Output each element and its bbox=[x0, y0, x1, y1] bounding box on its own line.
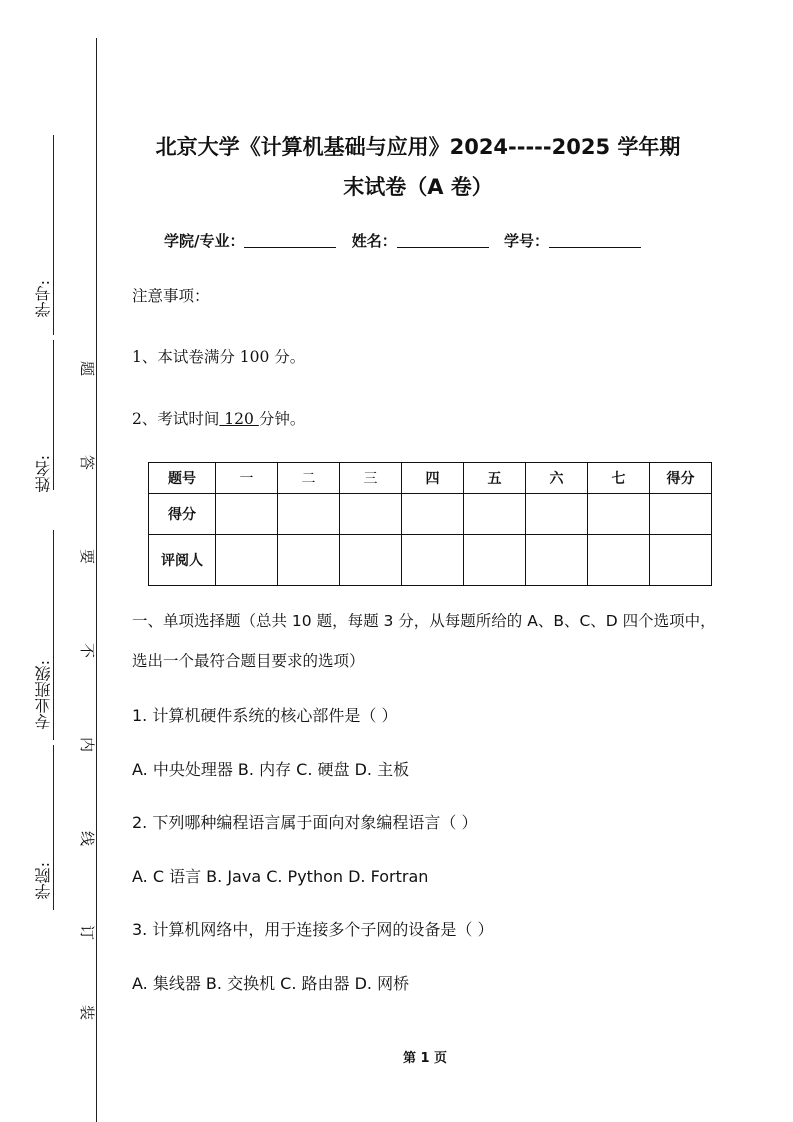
section-1-heading: 一、单项选择题（总共 10 题，每题 3 分，从每题所给的 A、B、C、D 四个选项中，选出一个最符合题目要求的选项） bbox=[132, 612, 716, 670]
score-table-row bbox=[149, 494, 712, 535]
seal-char: 装 bbox=[80, 1003, 95, 1021]
name-blank[interactable] bbox=[397, 233, 489, 248]
score-table-header-cell: 题号 bbox=[149, 463, 216, 494]
score-table-header-cell: 三 bbox=[340, 463, 402, 494]
reviewer-cell[interactable] bbox=[526, 535, 588, 586]
score-table-row-label: 评阅人 bbox=[149, 535, 216, 586]
reviewer-cell[interactable] bbox=[464, 535, 526, 586]
score-cell[interactable] bbox=[402, 494, 464, 535]
question-2-stem: 2. 下列哪种编程语言属于面向对象编程语言（ ） bbox=[132, 813, 478, 832]
seal-char: 内 bbox=[80, 735, 95, 753]
reviewer-cell[interactable] bbox=[650, 535, 712, 586]
page-number: 第 1 页 bbox=[402, 1051, 448, 1066]
score-table-header-cell: 五 bbox=[464, 463, 526, 494]
reviewer-cell[interactable] bbox=[216, 535, 278, 586]
binding-class-blank bbox=[53, 530, 54, 740]
binding-student-id-label: 学号: bbox=[34, 280, 53, 318]
name-label: 姓名： bbox=[351, 232, 397, 250]
score-cell[interactable] bbox=[216, 494, 278, 535]
score-table-header-cell: 六 bbox=[526, 463, 588, 494]
binding-student-id-blank bbox=[53, 135, 54, 335]
id-label: 学号： bbox=[503, 232, 549, 250]
score-table-header-cell: 四 bbox=[402, 463, 464, 494]
score-cell[interactable] bbox=[588, 494, 650, 535]
score-table-header-cell: 一 bbox=[216, 463, 278, 494]
seal-char: 线 bbox=[80, 829, 95, 847]
notes-item-2-suffix: 分钟。 bbox=[258, 410, 306, 428]
score-table-header-cell: 二 bbox=[278, 463, 340, 494]
seal-char: 不 bbox=[80, 641, 95, 659]
seal-char: 答 bbox=[80, 453, 95, 471]
reviewer-cell[interactable] bbox=[402, 535, 464, 586]
notes-item-1: 1、本试卷满分 100 分。 bbox=[132, 348, 306, 366]
binding-name-blank bbox=[53, 340, 54, 490]
question-2-options: A. C 语言 B. Java C. Python D. Fortran bbox=[132, 867, 429, 886]
score-cell[interactable] bbox=[340, 494, 402, 535]
binding-class-label: 专业班级: bbox=[34, 660, 53, 730]
score-cell[interactable] bbox=[278, 494, 340, 535]
score-table-row bbox=[149, 535, 712, 586]
binding-margin-line bbox=[96, 38, 97, 1122]
score-cell[interactable] bbox=[650, 494, 712, 535]
question-1-options: A. 中央处理器 B. 内存 C. 硬盘 D. 主板 bbox=[132, 760, 410, 779]
binding-name-label: 姓名: bbox=[34, 455, 53, 493]
seal-char: 订 bbox=[80, 923, 95, 941]
seal-char: 要 bbox=[80, 547, 95, 565]
notes-item-2-prefix: 2、考试时间 bbox=[132, 410, 220, 428]
binding-college-blank bbox=[53, 745, 54, 910]
question-3-stem: 3. 计算机网络中，用于连接多个子网的设备是（ ） bbox=[132, 920, 494, 939]
score-table-header-cell: 得分 bbox=[650, 463, 712, 494]
score-cell[interactable] bbox=[526, 494, 588, 535]
id-blank[interactable] bbox=[549, 233, 641, 248]
exam-title-line1: 北京大学《计算机基础与应用》2024-----2025 学年期 bbox=[155, 135, 681, 159]
score-cell[interactable] bbox=[464, 494, 526, 535]
score-table bbox=[148, 462, 712, 586]
reviewer-cell[interactable] bbox=[278, 535, 340, 586]
exam-duration-value: 120 bbox=[219, 410, 259, 428]
question-1-stem: 1. 计算机硬件系统的核心部件是（ ） bbox=[132, 706, 398, 725]
college-major-blank[interactable] bbox=[244, 233, 336, 248]
exam-title-line2: 末试卷（A 卷） bbox=[343, 175, 493, 199]
reviewer-cell[interactable] bbox=[340, 535, 402, 586]
score-table-header-cell: 七 bbox=[588, 463, 650, 494]
notes-heading: 注意事项： bbox=[132, 287, 210, 305]
score-table-row-label: 得分 bbox=[149, 494, 216, 535]
binding-college-label: 学院: bbox=[34, 862, 53, 900]
seal-char: 题 bbox=[80, 359, 95, 377]
notes-item-2 bbox=[132, 408, 305, 430]
college-major-label: 学院/专业： bbox=[164, 232, 245, 250]
reviewer-cell[interactable] bbox=[588, 535, 650, 586]
question-3-options: A. 集线器 B. 交换机 C. 路由器 D. 网桥 bbox=[132, 974, 410, 993]
student-info-row bbox=[164, 229, 651, 253]
score-table-header-row bbox=[149, 463, 712, 494]
